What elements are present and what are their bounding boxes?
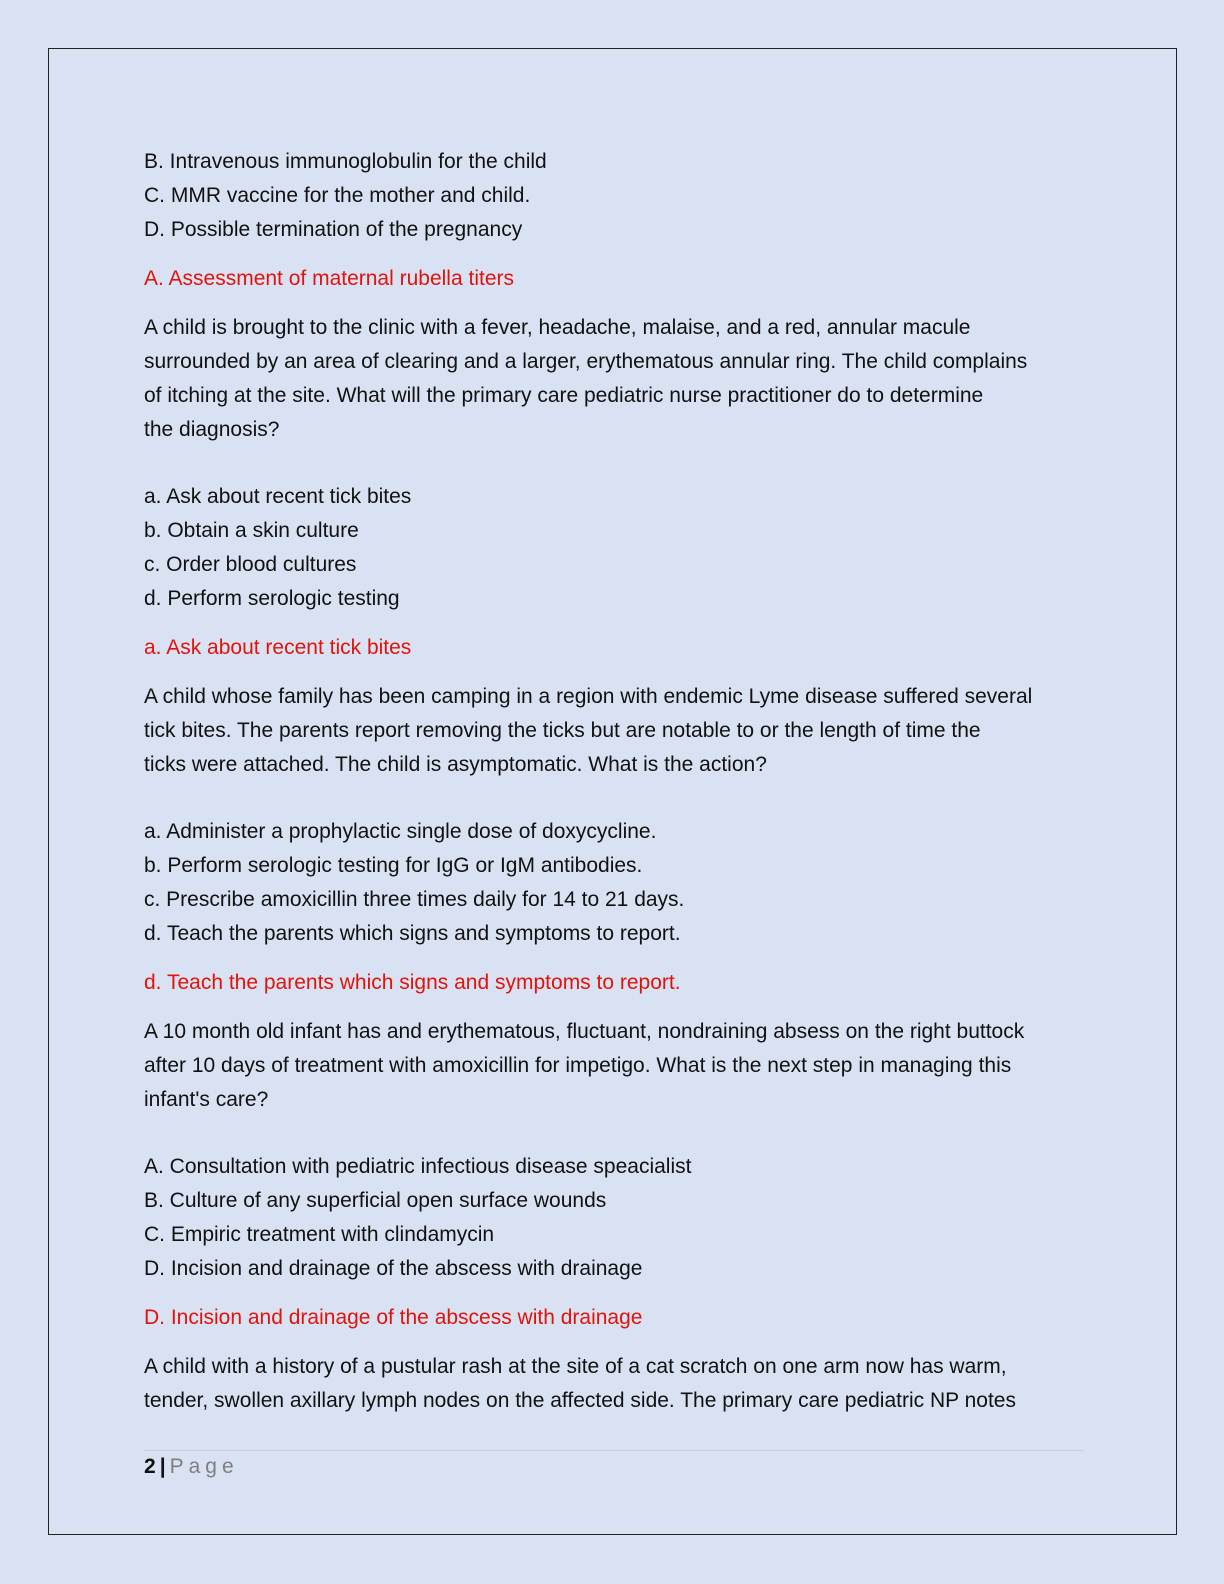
question-stem-line: A child whose family has been camping in a region with endemic Lyme disease suffered several	[144, 685, 1033, 708]
option-line: D. Incision and drainage of the abscess with drainage	[144, 1257, 643, 1280]
page-footer	[144, 1452, 239, 1482]
option-line: c. Prescribe amoxicillin three times daily for 14 to 21 days.	[144, 888, 685, 911]
document-body	[144, 145, 1084, 1418]
option-line: B. Culture of any superficial open surface wounds	[144, 1189, 607, 1212]
question-stem-line: A child is brought to the clinic with a fever, headache, malaise, and a red, annular macule	[144, 316, 971, 339]
option-line: a. Ask about recent tick bites	[144, 485, 412, 508]
question-stem-line: ticks were attached. The child is asymptomatic. What is the action?	[144, 753, 767, 776]
question-stem-line: surrounded by an area of clearing and a larger, erythematous annular ring. The child complains	[144, 350, 1028, 373]
option-line: C. MMR vaccine for the mother and child.	[144, 184, 531, 207]
option-line: c. Order blood cultures	[144, 553, 357, 576]
option-line: A. Consultation with pediatric infectious disease speacialist	[144, 1155, 692, 1178]
answer-line: d. Teach the parents which signs and symptoms to report.	[144, 971, 681, 994]
question-stem-line: tender, swollen axillary lymph nodes on the affected side. The primary care pediatric NP notes	[144, 1389, 1016, 1412]
footer-divider	[144, 1450, 1084, 1451]
question-stem-line: A 10 month old infant has and erythematous, fluctuant, nondraining absess on the right buttock	[144, 1020, 1025, 1043]
page-label: Page	[169, 1455, 239, 1478]
answer-line: a. Ask about recent tick bites	[144, 636, 412, 659]
answer-line: D. Incision and drainage of the abscess with drainage	[144, 1306, 643, 1329]
answer-line: A. Assessment of maternal rubella titers	[144, 267, 514, 290]
option-line: d. Perform serologic testing	[144, 587, 400, 610]
question-stem-line: after 10 days of treatment with amoxicillin for impetigo. What is the next step in managing this	[144, 1054, 1012, 1077]
question-stem-line: tick bites. The parents report removing the ticks but are notable to or the length of time the	[144, 719, 981, 742]
option-line: C. Empiric treatment with clindamycin	[144, 1223, 495, 1246]
option-line: b. Obtain a skin culture	[144, 519, 359, 542]
option-line: a. Administer a prophylactic single dose of doxycycline.	[144, 820, 657, 843]
page-number: 2	[144, 1455, 156, 1478]
question-stem-line: the diagnosis?	[144, 418, 280, 441]
question-stem-line: A child with a history of a pustular rash at the site of a cat scratch on one arm now has warm,	[144, 1355, 1007, 1378]
option-line: B. Intravenous immunoglobulin for the child	[144, 150, 547, 173]
question-stem-line: of itching at the site. What will the primary care pediatric nurse practitioner do to determine	[144, 384, 984, 407]
option-line: d. Teach the parents which signs and symptoms to report.	[144, 922, 681, 945]
option-line: b. Perform serologic testing for IgG or IgM antibodies.	[144, 854, 643, 877]
option-line: D. Possible termination of the pregnancy	[144, 218, 523, 241]
footer-separator: |	[159, 1455, 166, 1478]
question-stem-line: infant's care?	[144, 1088, 269, 1111]
